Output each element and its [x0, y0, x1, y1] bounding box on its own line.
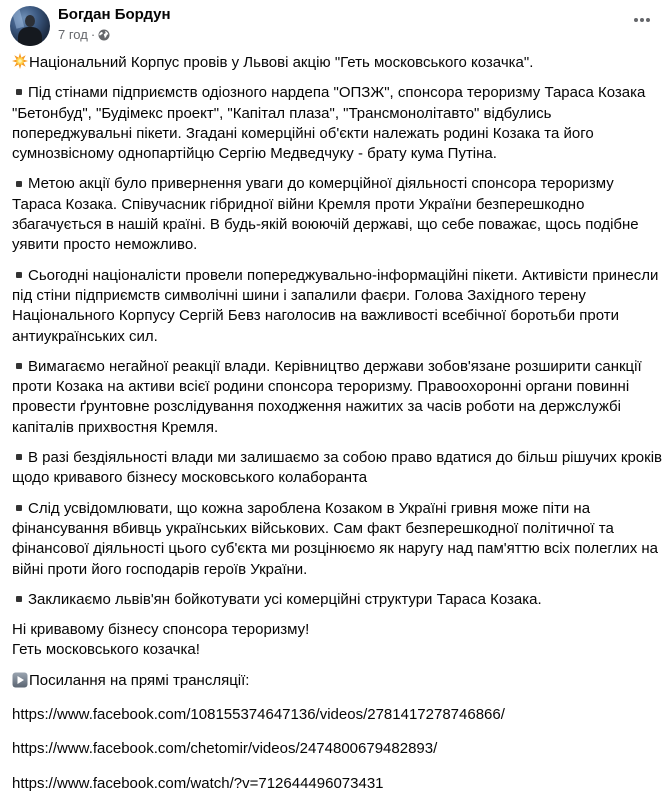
avatar-light-streak	[12, 9, 24, 28]
streams-label: Посилання на прямі трансляції:	[29, 671, 250, 689]
more-options-button[interactable]	[628, 10, 656, 30]
post-headline	[12, 53, 662, 73]
more-options-icon-dot	[640, 18, 644, 22]
post-timestamp[interactable]: 7 год	[58, 27, 88, 42]
avatar-figure-head	[25, 15, 35, 27]
streams-heading	[12, 671, 662, 691]
black-square-bullet-icon	[16, 89, 22, 95]
meta-separator: ·	[90, 27, 96, 42]
post-paragraph	[12, 357, 662, 438]
black-square-bullet-icon	[16, 454, 22, 460]
globe-icon[interactable]	[98, 29, 110, 41]
post-slogans	[12, 620, 662, 661]
paragraph-text: Закликаємо львів'ян бойкотувати усі комерційні структури Тараса Козака.	[28, 590, 542, 608]
stream-links	[12, 705, 662, 794]
black-square-bullet-icon	[16, 181, 22, 187]
headline-text: Національний Корпус провів у Львові акцію "Геть московського козачка".	[29, 54, 534, 71]
post-header	[0, 0, 671, 52]
slogan-text: Ні кривавому бізнесу спонсора тероризму!	[12, 621, 310, 639]
black-square-bullet-icon	[16, 272, 22, 278]
stream-link[interactable]: https://www.facebook.com/chetomir/videos/2474800679482893/	[12, 740, 438, 758]
paragraph-text: Вимагаємо негайної реакції влади. Керівництво держави зобов'язане розширити санкції проти Козака на активи всієї родини спонсора тероризму. Правоохоронні органи повинні провести ґрунтовне розслідування походження нажитих за часів роботи на держслужбі капіталів прихвостня Кремля.	[12, 357, 642, 436]
post-paragraph	[12, 448, 662, 489]
paragraph-text: Слід усвідомлювати, що кожна зароблена Козаком в Україні гривня може піти на фінансування вбивць українських військових. Сам факт безперешкодної політичної та фінансової діяльності цього суб'єкта ми розцінюємо як наругу над пам'яттю всіх полеглих на війні проти його господарів героїв України.	[12, 499, 659, 578]
post-meta	[58, 27, 110, 42]
stream-link-item	[12, 705, 662, 725]
more-options-icon-dot	[646, 18, 650, 22]
post-paragraph	[12, 174, 662, 255]
post-paragraph	[12, 590, 662, 610]
stream-link-item	[12, 739, 662, 759]
play-button-icon	[12, 672, 28, 688]
slogan-text: Геть московського козачка!	[12, 641, 200, 659]
author-avatar[interactable]	[10, 6, 50, 46]
paragraph-text: Під стінами підприємств одіозного нардепа "ОПЗЖ", спонсора тероризму Тараса Козака "Бетонбуд", "Будімекс проект", "Капітал плаза", "Трансмонолітавто" відбулись попереджувальні пікети. Згадані комерційні об'єкти належать родині Козака та його сумнозвісному однопартійцю Сергію Медведчуку - брату кума Путіна.	[12, 84, 646, 163]
avatar-figure-body	[18, 27, 42, 46]
burst-icon	[12, 53, 28, 69]
stream-link[interactable]: https://www.facebook.com/108155374647136/videos/2781417278746866/	[12, 706, 505, 724]
more-options-icon-dot	[634, 18, 638, 22]
black-square-bullet-icon	[16, 596, 22, 602]
stream-link-item	[12, 774, 662, 794]
stream-link[interactable]: https://www.facebook.com/watch/?v=712644496073431	[12, 774, 384, 792]
author-name-link[interactable]: Богдан Бордун	[58, 6, 171, 23]
post-body	[12, 53, 662, 808]
paragraph-text: В разі бездіяльності влади ми залишаємо за собою право вдатися до більш рішучих кроків щодо кривавого бізнесу московського колаборанта	[12, 449, 663, 487]
post-paragraph	[12, 266, 662, 347]
post-paragraph	[12, 499, 662, 580]
black-square-bullet-icon	[16, 363, 22, 369]
paragraph-text: Метою акції було привернення уваги до комерційної діяльності спонсора тероризму Тараса Козака. Співучасник гібридної війни Кремля проти України безперешкодно збагачується в нашій країні. В будь-якій воюючій державі, що себе поважає, щось подібне уявити просто неможливо.	[12, 175, 639, 254]
post-paragraph	[12, 83, 662, 164]
black-square-bullet-icon	[16, 505, 22, 511]
paragraph-text: Сьогодні націоналісти провели попереджувально-інформаційні пікети. Активісти принесли під стіни підприємств символічні шини і запалили фаєри. Голова Західного терену Національного Корпусу Сергій Бевз наголосив на важливості всебічної боротьби проти антиукраїнських сил.	[12, 266, 659, 345]
